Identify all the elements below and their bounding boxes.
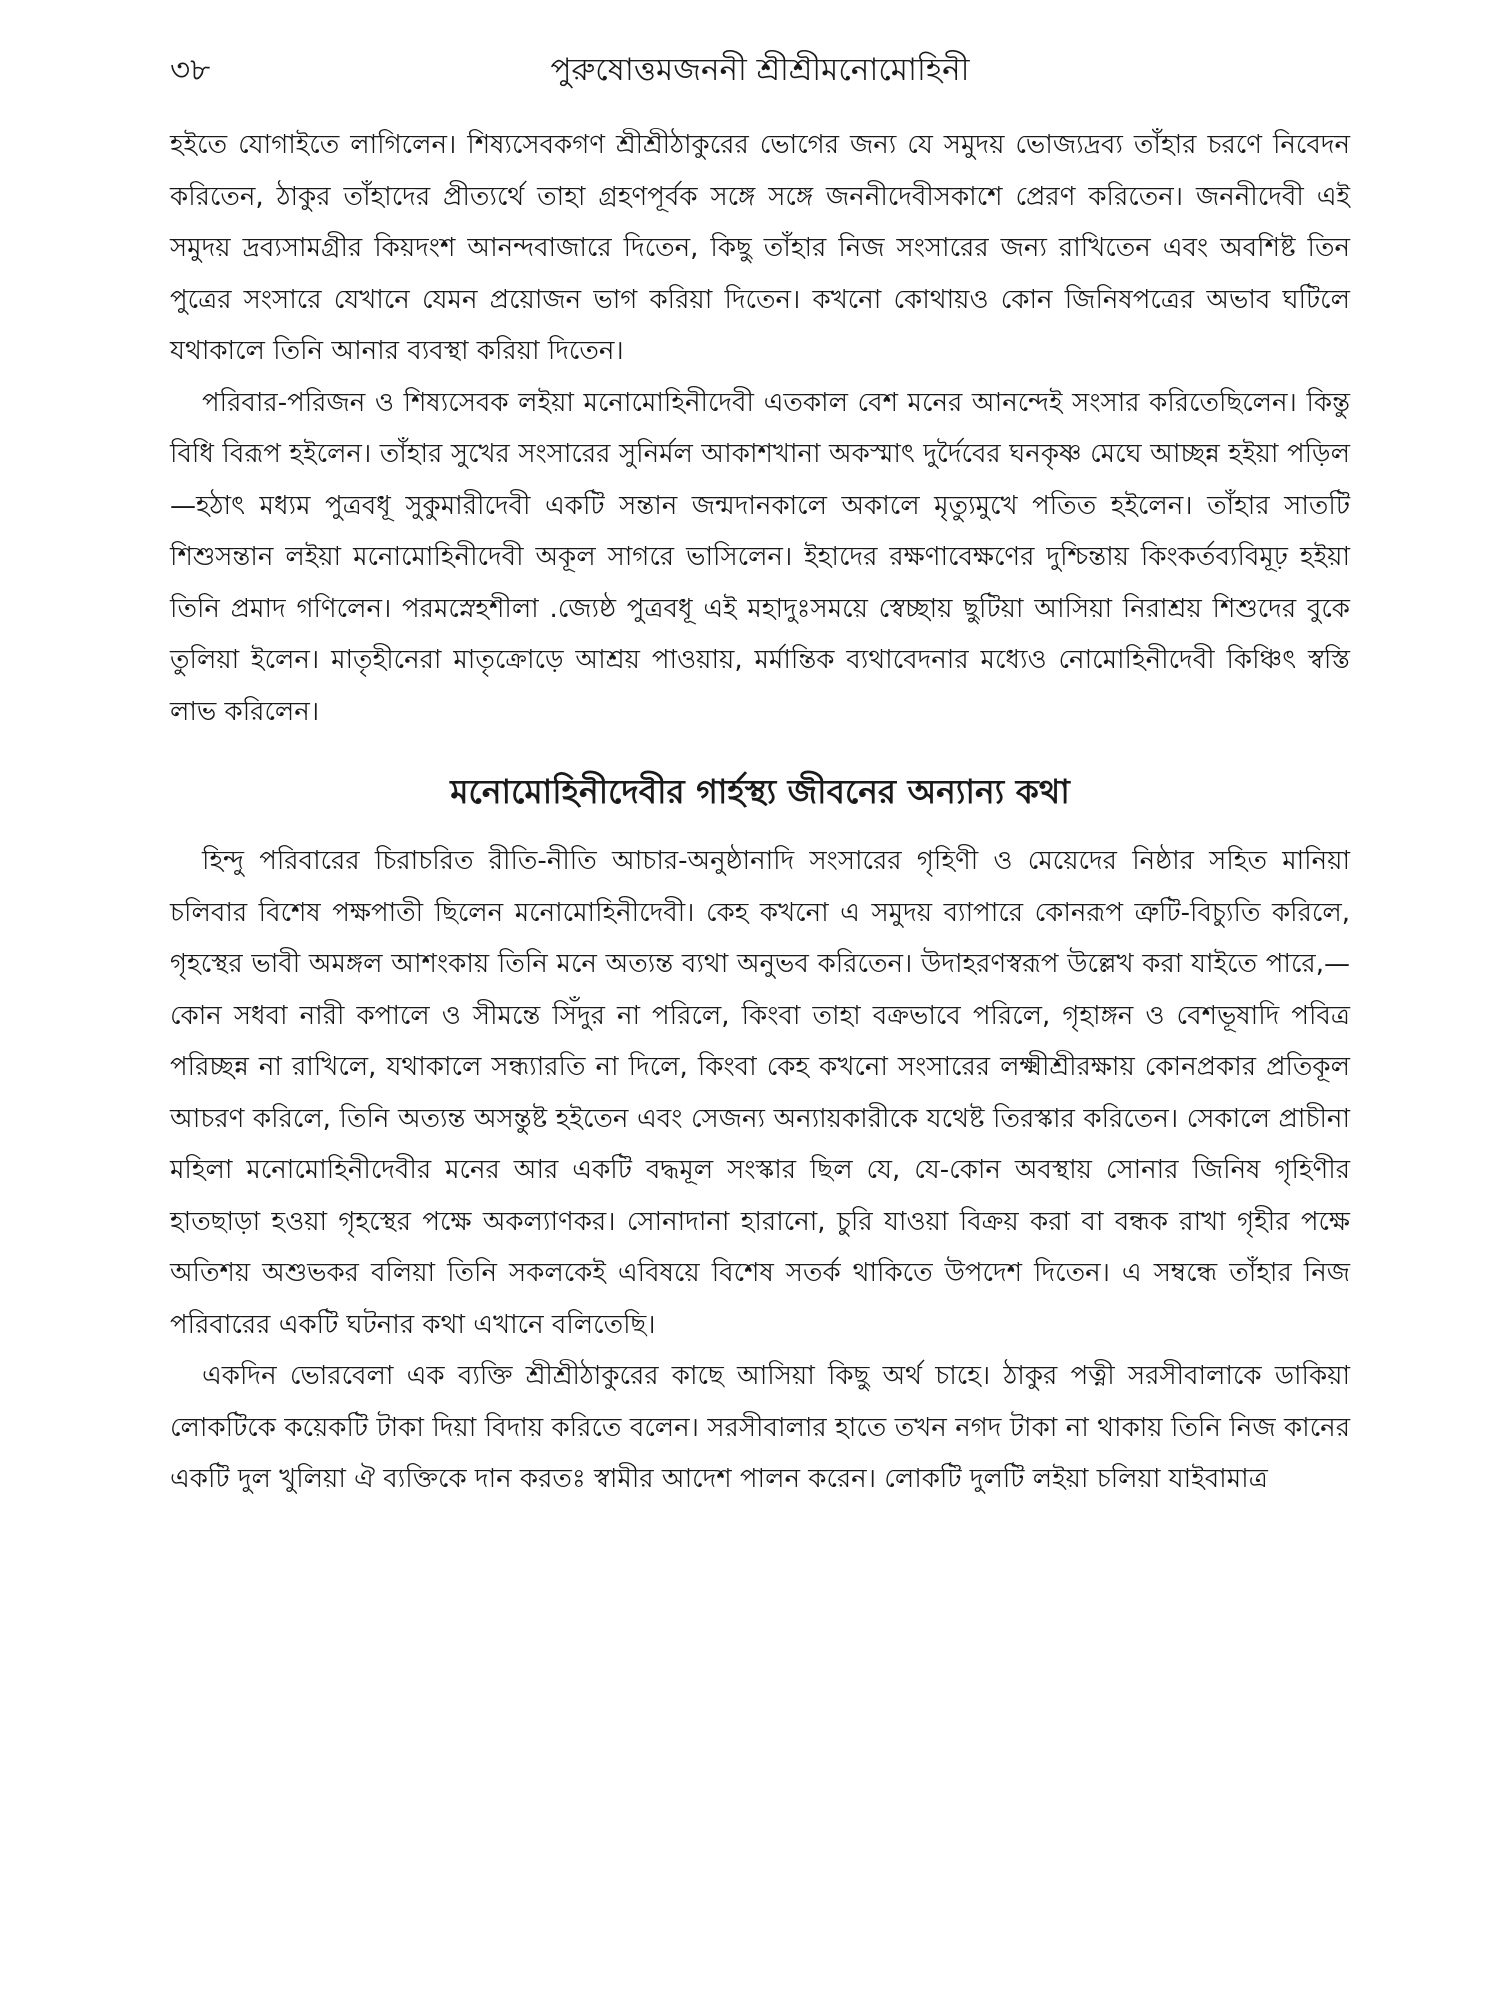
page-body — [170, 120, 1350, 1506]
section-heading: মনোমোহিনীদেবীর গার্হস্থ্য জীবনের অন্যান্য কথা — [450, 772, 1070, 811]
paragraph: একদিন ভোরবেলা এক ব্যক্তি শ্রীশ্রীঠাকুরের কাছে আসিয়া কিছু অর্থ চাহে। ঠাকুর পত্নী সরসীবালাকে ডাকিয়া লোকটিকে কয়েকটি টাকা দিয়া বিদায় করিতে বলেন। সরসীবালার হাতে তখন নগদ টাকা না থাকায় তিনি নিজ কানের একটি দুল খুলিয়া ঐ ব্যক্তিকে দান করতঃ স্বামীর আদেশ পালন করেন। লোকটি দুলটি লইয়া চলিয়া যাইবামাত্র — [170, 1361, 1350, 1494]
paragraph: পরিবার-পরিজন ও শিষ্যসেবক লইয়া মনোমোহিনীদেবী এতকাল বেশ মনের আনন্দেই সংসার করিতেছিলেন। কিন্তু বিধি বিরূপ হইলেন। তাঁহার সুখের সংসারের সুনির্মল আকাশখানা অকস্মাৎ দুর্দৈবের ঘনকৃষ্ণ মেঘে আচ্ছন্ন হইয়া পড়িল—হঠাৎ মধ্যম পুত্রবধূ সুকুমারীদেবী একটি সন্তান জন্মদানকালে অকালে মৃত্যুমুখে পতিত হইলেন। তাঁহার সাতটি শিশুসন্তান লইয়া মনোমোহিনীদেবী অকূল সাগরে ভাসিলেন। ইহাদের রক্ষণাবেক্ষণের দুশ্চিন্তায় কিংকর্তব্যবিমূঢ় হইয়া তিনি প্রমাদ গণিলেন। পরমস্নেহশীলা .জ্যেষ্ঠ পুত্রবধূ এই মহাদুঃসময়ে স্বেচ্ছায় ছুটিয়া আসিয়া নিরাশ্রয় শিশুদের বুকে তুলিয়া ইলেন। মাতৃহীনেরা মাতৃক্রোড়ে আশ্রয় পাওয়ায়, মর্মান্তিক ব্যথাবেদনার মধ্যেও নোমোহিনীদেবী কিঞ্চিৎ স্বস্তি লাভ করিলেন। — [170, 387, 1350, 727]
running-title: পুরুষোত্তমজননী শ্রীশ্রীমনোমোহিনী — [550, 52, 970, 88]
page-header — [170, 40, 1350, 120]
paragraph: হিন্দু পরিবারের চিরাচরিত রীতি-নীতি আচার-অনুষ্ঠানাদি সংসারের গৃহিণী ও মেয়েদের নিষ্ঠার সহিত মানিয়া চলিবার বিশেষ পক্ষপাতী ছিলেন মনোমোহিনীদেবী। কেহ কখনো এ সমুদয় ব্যাপারে কোনরূপ ত্রুটি-বিচ্যুতি করিলে, গৃহস্থের ভাবী অমঙ্গল আশংকায় তিনি মনে অত্যন্ত ব্যথা অনুভব করিতেন। উদাহরণস্বরূপ উল্লেখ করা যাইতে পারে,— কোন সধবা নারী কপালে ও সীমন্তে সিঁদুর না পরিলে, কিংবা তাহা বক্রভাবে পরিলে, গৃহাঙ্গন ও বেশভূষাদি পবিত্র পরিচ্ছন্ন না রাখিলে, যথাকালে সন্ধ্যারতি না দিলে, কিংবা কেহ কখনো সংসারের লক্ষ্মীশ্রীরক্ষায় কোনপ্রকার প্রতিকূল আচরণ করিলে, তিনি অত্যন্ত অসন্তুষ্ট হইতেন এবং সেজন্য অন্যায়কারীকে যথেষ্ট তিরস্কার করিতেন। সেকালে প্রাচীনা মহিলা মনোমোহিনীদেবীর মনের আর একটি বদ্ধমূল সংস্কার ছিল যে, যে-কোন অবস্থায় সোনার জিনিষ গৃহিণীর হাতছাড়া হওয়া গৃহস্থের পক্ষে অকল্যাণকর। সোনাদানা হারানো, চুরি যাওয়া বিক্রয় করা বা বন্ধক রাখা গৃহীর পক্ষে অতিশয় অশুভকর বলিয়া তিনি সকলকেই এবিষয়ে বিশেষ সতর্ক থাকিতে উপদেশ দিতেন। এ সম্বন্ধে তাঁহার নিজ পরিবারের একটি ঘটনার কথা এখানে বলিতেছি। — [170, 846, 1350, 1340]
paragraph: হইতে যোগাইতে লাগিলেন। শিষ্যসেবকগণ শ্রীশ্রীঠাকুরের ভোগের জন্য যে সমুদয় ভোজ্যদ্রব্য তাঁহার চরণে নিবেদন করিতেন, ঠাকুর তাঁহাদের প্রীত্যর্থে তাহা গ্রহণপূর্বক সঙ্গে সঙ্গে জননীদেবীসকাশে প্রেরণ করিতেন। জননীদেবী এই সমুদয় দ্রব্যসামগ্রীর কিয়দংশ আনন্দবাজারে দিতেন, কিছু তাঁহার নিজ সংসারের জন্য রাখিতেন এবং অবশিষ্ট তিন পুত্রের সংসারে যেখানে যেমন প্রয়োজন ভাগ করিয়া দিতেন। কখনো কোথায়ও কোন জিনিষপত্রের অভাব ঘটিলে যথাকালে তিনি আনার ব্যবস্থা করিয়া দিতেন। — [170, 130, 1350, 366]
page-number: ৩৮ — [170, 52, 211, 88]
